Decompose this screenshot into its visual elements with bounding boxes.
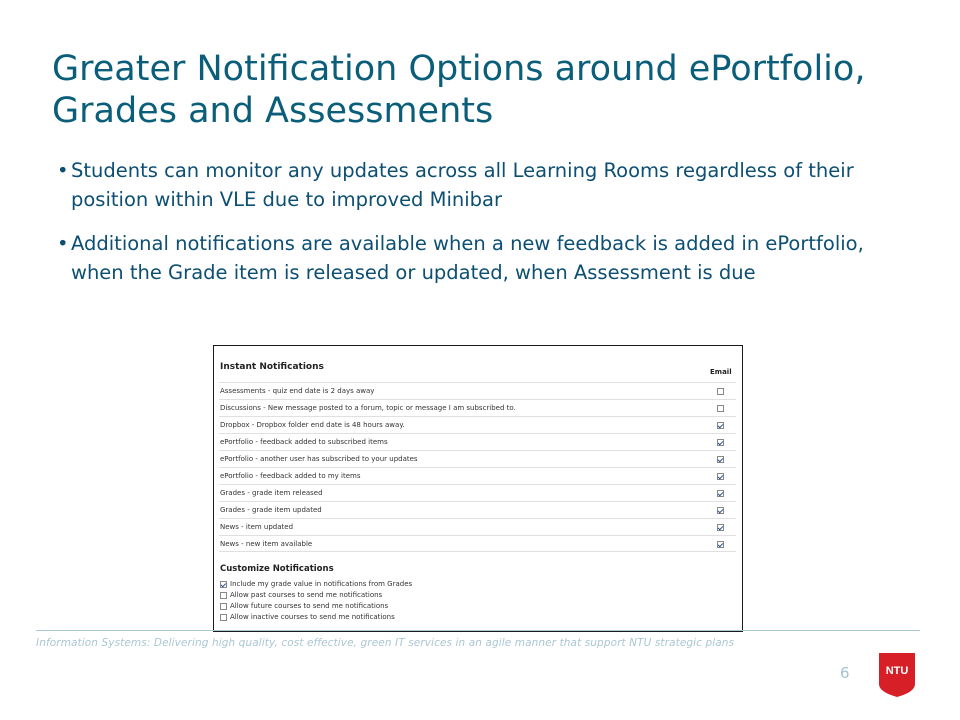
page-number: 6 — [840, 664, 850, 682]
notification-row — [219, 535, 736, 552]
email-checkbox[interactable] — [717, 405, 724, 412]
email-checkbox[interactable] — [717, 388, 724, 395]
notification-row — [219, 450, 736, 467]
notification-row — [219, 467, 736, 484]
notification-label: Grades - grade item released — [220, 489, 323, 497]
customize-checkbox[interactable] — [220, 581, 227, 588]
notification-label: Dropbox - Dropbox folder end date is 48 hours away. — [220, 421, 405, 429]
notification-label: Discussions - New message posted to a forum, topic or message I am subscribed to. — [220, 404, 516, 412]
notification-label: Assessments - quiz end date is 2 days away — [220, 387, 375, 395]
notification-settings-screenshot — [213, 345, 743, 632]
notification-row — [219, 518, 736, 535]
customize-checkbox[interactable] — [220, 592, 227, 599]
email-checkbox[interactable] — [717, 473, 724, 480]
notification-row — [219, 501, 736, 518]
customize-checkbox[interactable] — [220, 603, 227, 610]
instant-notifications-heading: Instant Notifications — [220, 362, 324, 372]
email-checkbox[interactable] — [717, 439, 724, 446]
customize-checkbox[interactable] — [220, 614, 227, 621]
customize-label: Allow past courses to send me notifications — [230, 591, 383, 599]
email-column-header: Email — [710, 368, 732, 376]
email-checkbox[interactable] — [717, 541, 724, 548]
email-checkbox[interactable] — [717, 490, 724, 497]
email-checkbox[interactable] — [717, 456, 724, 463]
bullet-list — [60, 156, 910, 302]
footer-divider — [36, 630, 920, 631]
customize-label: Allow inactive courses to send me notifications — [230, 613, 395, 621]
email-checkbox[interactable] — [717, 524, 724, 531]
ntu-logo — [878, 652, 916, 698]
notification-label: ePortfolio - feedback added to my items — [220, 472, 361, 480]
customize-label: Include my grade value in notifications from Grades — [230, 580, 413, 588]
footer-text: Information Systems: Delivering high quality, cost effective, green IT services in an agile manner that support NTU strategic plans — [36, 637, 735, 649]
notification-row — [219, 484, 736, 501]
email-checkbox[interactable] — [717, 507, 724, 514]
customize-label: Allow future courses to send me notifications — [230, 602, 389, 610]
notification-row — [219, 382, 736, 399]
notification-label: ePortfolio - feedback added to subscribed items — [220, 438, 388, 446]
email-checkbox[interactable] — [717, 422, 724, 429]
logo-text: NTU — [885, 665, 909, 677]
bullet-item: • Additional notifications are available when a new feedback is added in ePortfolio, when the Grade item is released or updated, when Assessment is due — [60, 229, 910, 287]
customize-notifications-heading: Customize Notifications — [220, 564, 334, 574]
notification-label: ePortfolio - another user has subscribed to your updates — [220, 455, 418, 463]
notification-label: News - new item available — [220, 540, 313, 548]
notification-row — [219, 416, 736, 433]
notification-label: News - item updated — [220, 523, 294, 531]
bullet-item: • Students can monitor any updates across all Learning Rooms regardless of their position within VLE due to improved Minibar — [60, 156, 910, 214]
slide-title: Greater Notification Options around ePortfolio, Grades and Assessments — [52, 49, 866, 131]
notification-label: Grades - grade item updated — [220, 506, 322, 514]
notification-row — [219, 399, 736, 416]
notification-row — [219, 433, 736, 450]
